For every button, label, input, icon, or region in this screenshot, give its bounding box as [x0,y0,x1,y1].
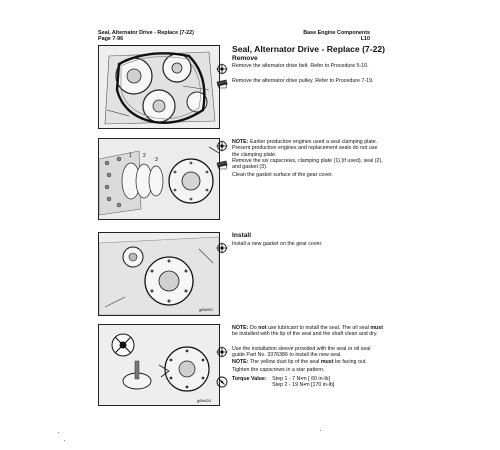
procedure-title: Seal, Alternator Drive - Replace (7-22) [232,44,385,54]
note-text: Earlier production engines used a seal clamping plate. Present production engines and replacement seals do not use the clamping plate. [232,139,378,158]
note1-text-b: use lubricant to install the seal. The oil seal [266,325,371,331]
torque-label: Torque Value: [232,376,267,382]
header-engine-model: L10 [360,36,370,43]
header-procedure-title: Seal, Alternator Drive - Replace (7-22) [98,30,194,36]
figure-code-3: g00e021 [199,308,213,312]
wrench-icon [216,159,228,171]
figure-seal-removal [98,138,220,220]
note1-label: NOTE: [232,325,249,331]
note-dust-lip [232,359,384,365]
torque-value [232,376,334,389]
note-clamping-plate [232,139,384,158]
note2-text-b: be facing out. [333,359,367,365]
scan-speck [320,430,321,431]
tool-icon [216,346,228,358]
remove-heading: Remove [232,55,258,62]
tighten-step: Tighten the capscrews in a star pattern. [232,367,325,373]
install-heading: Install [232,232,252,239]
callout-3: 3 [155,157,158,163]
install-seal-step: Use the installation sleeve provided with the seal or oil seal guide Part No. 3376386 to install the new seal. [232,346,371,359]
page-header-left [98,30,194,43]
figure-seal-removal-art [99,139,219,219]
figure-gasket-install-art [99,233,219,315]
scan-speck [64,440,65,441]
tool-icon [216,140,228,152]
torque-wrench-icon [216,376,228,388]
figure-drive-belt [98,45,220,129]
header-section-title: Base Engine Components [303,30,370,36]
wrench-icon [216,78,228,90]
scan-speck [58,432,59,433]
note1-emphasis-not: not [258,325,267,331]
torque-step-1: Step 1 - 7 N•m [ 60 in-lb] [272,376,330,382]
callout-1: 1 [129,153,132,159]
note2-emphasis-must: must [320,359,334,365]
note-no-lubricant [232,325,384,338]
remove-step-1: Remove the alternator drive belt. Refer to Procedure 5-10. [232,63,369,69]
note1-text-a: Do [249,325,259,331]
note-label: NOTE: [232,139,249,145]
install-step-1: Install a new gasket on the gear cover. [232,241,323,247]
torque-step-2: Step 2 - 19 N•m [170 in-lb] [272,382,335,389]
remove-step-2: Remove the alternator drive pulley. Refer to Procedure 7-19. [232,78,374,84]
remove-step-3: Remove the six capscrews, clamping plate (1) (if used), seal (2), and gasket (3). [232,158,383,171]
tool-icon [216,242,228,254]
note2-text-a: The yellow dust lip of the seal [249,359,321,365]
figure-gasket-install [98,232,220,316]
figure-drive-belt-art [99,46,219,128]
header-page-number: Page 7-96 [98,36,124,43]
callout-2: 2 [143,153,146,159]
figure-seal-install-art [99,325,219,405]
tool-icon [216,63,228,75]
figure-seal-install [98,324,220,406]
note1-emphasis-must: must [370,325,383,331]
note2-label: NOTE: [232,359,249,365]
note1-text-c: be installed with the lip of the seal and the shaft clean and dry. [232,331,378,338]
page-header-right [303,30,370,43]
torque-steps [272,376,334,389]
figure-code-4: g00e024 [197,399,211,403]
clean-step: Clean the gasket surface of the gear cover. [232,172,333,178]
